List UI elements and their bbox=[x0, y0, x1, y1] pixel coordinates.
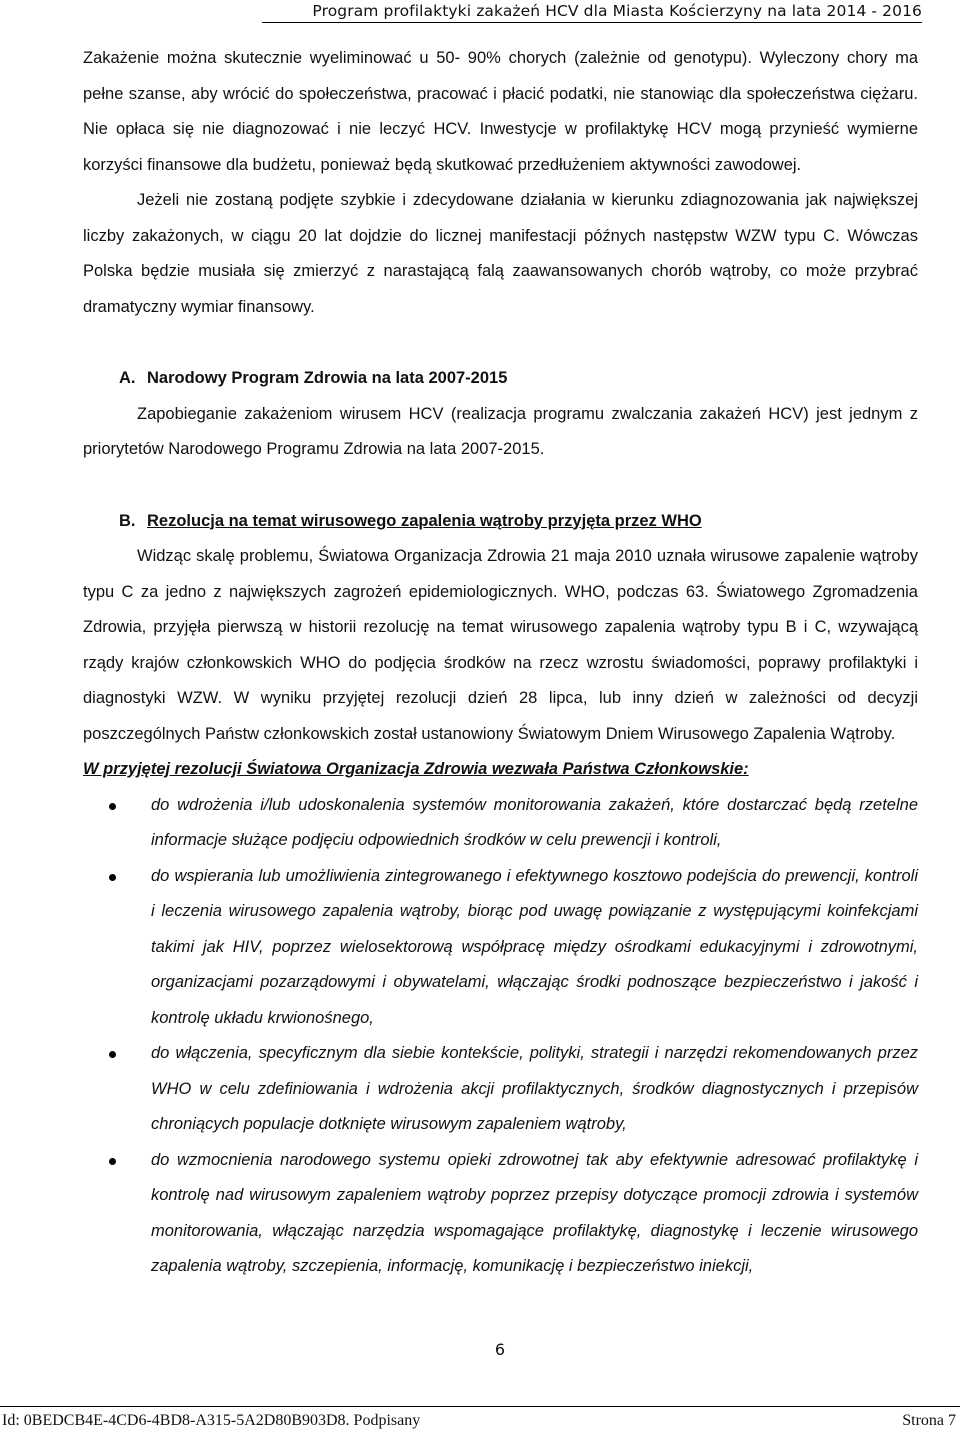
section-a-letter: A. bbox=[119, 369, 136, 387]
bullet-icon bbox=[109, 803, 116, 810]
section-b-heading bbox=[83, 504, 918, 540]
section-a-text: Zapobieganie zakażeniom wirusem HCV (realizacja programu zwalczania zakażeń HCV) jest jednym z priorytetów Narodowego Programu Zdrowia na lata 2007-2015. bbox=[83, 404, 918, 458]
section-b-callout bbox=[83, 752, 918, 788]
section-b-title: Rezolucja na temat wirusowego zapalenia wątroby przyjęta przez WHO bbox=[147, 511, 702, 530]
page-number: 6 bbox=[494, 1340, 506, 1359]
paragraph-1: Zakażenie można skutecznie wyeliminować u 50- 90% chorych (zależnie od genotypu). Wyleczony chory ma pełne szanse, aby wrócić do społeczeństwa, pracować i płacić podatki, nie stanowiąc dla społeczeństwa ciężaru. Nie opłaca się nie diagnozować i nie leczyć HCV. Inwestycje w profilaktykę HCV mogą przynieść wymierne korzyści finansowe dla budżetu, ponieważ będą skutkować przedłużeniem aktywności zawodowej. bbox=[83, 49, 918, 174]
section-b-letter: B. bbox=[119, 511, 136, 530]
section-a-title: Narodowy Program Zdrowia na lata 2007-2015 bbox=[147, 369, 508, 387]
list-item-text: do wdrożenia i/lub udoskonalenia systemów monitorowania zakażeń, które dostarczać będą rzetelne informacje służące podjęciu odpowiednich środków w celu prewencji i kontroli, bbox=[151, 795, 918, 849]
document-body bbox=[83, 41, 918, 1285]
recommendations-list bbox=[83, 788, 918, 1285]
footer-page-label: Strona 7 bbox=[902, 1412, 956, 1429]
list-item bbox=[83, 1143, 918, 1285]
document-header-title: Program profilaktyki zakażeń HCV dla Miasta Kościerzyny na lata 2014 - 2016 bbox=[262, 2, 922, 23]
footer-divider bbox=[0, 1406, 960, 1407]
bullet-icon bbox=[109, 1051, 116, 1058]
list-item bbox=[83, 859, 918, 1037]
callout-text: W przyjętej rezolucji Światowa Organizacja Zdrowia wezwała Państwa Członkowskie: bbox=[83, 760, 749, 778]
bullet-icon bbox=[109, 1158, 116, 1165]
list-item bbox=[83, 1036, 918, 1143]
list-item bbox=[83, 788, 918, 859]
list-item-text: do wzmocnienia narodowego systemu opieki zdrowotnej tak aby efektywnie adresować profilaktykę i kontrolę nad wirusowym zapaleniem wątroby poprzez przepisy dotyczące promocji zdrowia i systemów monitorowania, włączając narzędzia wspomagające profilaktykę, diagnostykę i leczenie wirusowego zapalenia wątroby, szczepienia, informację, komunikację i bezpieczeństwo iniekcji, bbox=[151, 1150, 918, 1275]
footer-document-id: Id: 0BEDCB4E-4CD6-4BD8-A315-5A2D80B903D8. Podpisany bbox=[2, 1412, 421, 1429]
list-item-text: do włączenia, specyficznym dla siebie kontekście, polityki, strategii i narzędzi rekomendowanych przez WHO w celu zdefiniowania i wdrożenia akcji profilaktycznych, środków diagnostycznych i przepisów chroniących populacje dotknięte wirusowym zapaleniem wątroby, bbox=[151, 1044, 918, 1133]
section-a-heading bbox=[83, 361, 918, 397]
bullet-icon bbox=[109, 874, 116, 881]
paragraph-2: Jeżeli nie zostaną podjęte szybkie i zdecydowane działania w kierunku zdiagnozowania jak największej liczby zakażonych, w ciągu 20 lat dojdzie do licznej manifestacji późnych następstw WZW typu C. Wówczas Polska będzie musiała się zmierzyć z narastającą falą zaawansowanych chorób wątroby, co może przybrać dramatyczny wymiar finansowy. bbox=[83, 191, 918, 316]
list-item-text: do wspierania lub umożliwienia zintegrowanego i efektywnego kosztowo podejścia do prewencji, kontroli i leczenia wirusowego zapalenia wątroby, biorąc pod uwagę powiązanie z występującymi koinfekcjami takimi jak HIV, poprzez wielosektorową współpracę między ośrodkami edukacyjnymi i zdrowotnymi, organizacjami pozarządowymi i obywatelami, włączając środki podnoszące bezpieczeństwo i jakość i kontrolę układu krwionośnego, bbox=[151, 866, 918, 1027]
section-b-text: Widząc skalę problemu, Światowa Organizacja Zdrowia 21 maja 2010 uznała wirusowe zapalenie wątroby typu C za jedno z największych zagrożeń epidemiologicznych. WHO, podczas 63. Światowego Zgromadzenia Zdrowia, przyjęła pierwszą w historii rezolucję na temat wirusowego zapalenia wątroby typu B i C, wzywającą rządy krajów członkowskich WHO do podjęcia środków na rzecz wzrostu świadomości, poprawy profilaktyki i diagnostyki WZW. W wyniku przyjętej rezolucji dzień 28 lipca, lub inny dzień w zależności od decyzji poszczególnych Państw członkowskich został ustanowiony Światowym Dniem Wirusowego Zapalenia Wątroby. bbox=[83, 547, 918, 743]
